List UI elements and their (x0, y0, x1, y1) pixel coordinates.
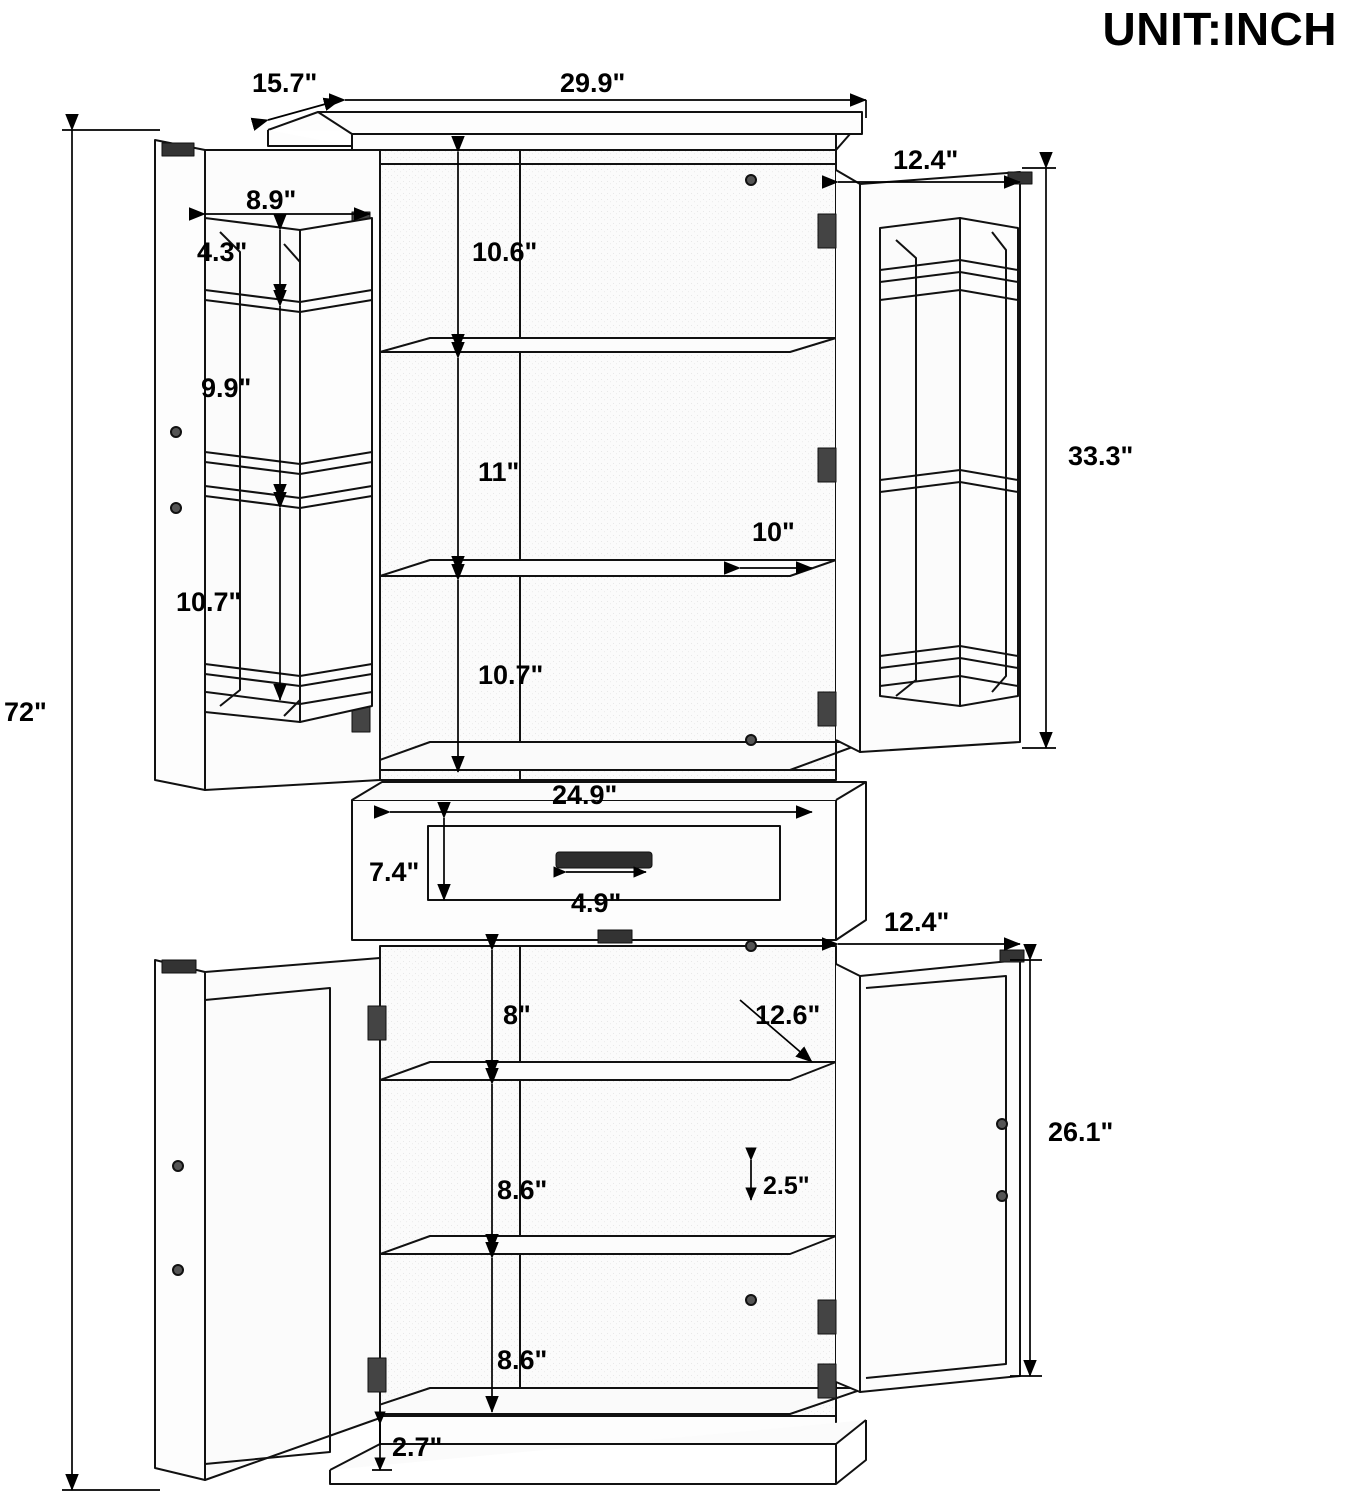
dimension-label-drawer-handle-width: 4.9" (571, 888, 622, 918)
dimension-label-rack-height-top: 4.3" (197, 237, 248, 267)
dimension-label-base-height: 2.7" (392, 1432, 443, 1462)
dimension-label-shelf-rack-width: 8.9" (246, 185, 297, 215)
dimension-label-interior-shelf-1: 10.6" (472, 237, 538, 267)
dimension-label-door-width-right-upper: 12.4" (893, 145, 959, 175)
dimension-label-drawer-width: 24.9" (552, 780, 618, 810)
dimension-label-shelf-thickness: 2.5" (763, 1172, 810, 1200)
dimension-label-drawer-height: 7.4" (369, 857, 420, 887)
unit-title: UNIT:INCH (1102, 3, 1337, 55)
dimension-label-shelf-depth-lower: 12.6" (755, 1000, 821, 1030)
dimension-label-rack-height-bottom: 10.7" (176, 587, 242, 617)
dimension-label-depth-top: 15.7" (252, 68, 318, 98)
dimension-label-interior-shelf-3: 10.7" (478, 660, 544, 690)
dimension-label-total-height: 72" (4, 697, 47, 727)
dimension-label-lower-shelf-2: 8.6" (497, 1175, 548, 1205)
dimension-label-lower-cabinet-height: 26.1" (1048, 1117, 1114, 1147)
dimension-label-interior-shelf-2: 11" (478, 457, 520, 487)
dimension-label-lower-shelf-1: 8" (503, 1000, 531, 1030)
dimension-label-lower-shelf-3: 8.6" (497, 1345, 548, 1375)
dimension-label-width-top: 29.9" (560, 68, 626, 98)
dimension-label-rack-height-mid: 9.9" (201, 373, 252, 403)
dimension-label-upper-cabinet-height: 33.3" (1068, 441, 1134, 471)
dimension-label-shelf-depth-upper: 10" (752, 517, 795, 547)
dimension-label-door-width-right-lower: 12.4" (884, 907, 950, 937)
